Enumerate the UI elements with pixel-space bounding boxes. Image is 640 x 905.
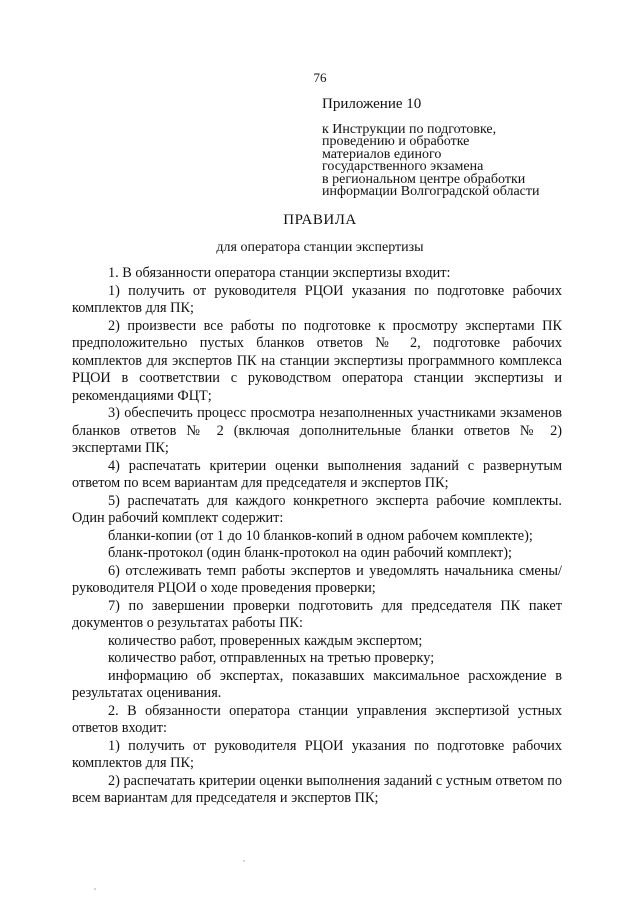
document-body — [72, 265, 562, 808]
appendix-line: информации Волгоградской области — [322, 184, 540, 200]
list-item: 7) по завершении проверки подготовить для председателя ПК пакет документов о результатах работы ПК: — [72, 597, 562, 631]
document-title: ПРАВИЛА — [283, 212, 357, 228]
appendix-title: Приложение 10 — [322, 96, 422, 112]
appendix-subtitle — [322, 124, 562, 198]
document-subtitle: для оператора станции экспертизы — [216, 240, 424, 255]
list-item: 1) получить от руководителя РЦОИ указания по подготовке рабочих комплектов для ПК; — [72, 737, 562, 771]
list-item: 2) распечатать критерии оценки выполнения заданий с устным ответом по всем вариантам для председателя и экспертов ПК; — [72, 772, 563, 806]
sub-list-item: бланки-копии (от 1 до 10 бланков-копий в одном рабочем комплекте); — [108, 527, 533, 544]
page-number: 76 — [313, 70, 327, 85]
appendix-line: в региональном центре обработки — [322, 171, 526, 187]
scan-speck — [243, 860, 245, 862]
appendix-line: материалов единого — [322, 146, 442, 162]
section-heading: 2. В обязанности оператора станции управления экспертизой устных ответов входит: — [72, 702, 562, 736]
list-item: 2) произвести все работы по подготовке к просмотру экспертами ПК предположительно пустых бланков ответов № 2, подготовке рабочих комплектов для экспертов ПК на станции экспертизы программного комплекса РЦОИ в соответствии с руководством оператора станции экспертизы и рекомендациями ФЦТ; — [72, 317, 562, 404]
sub-list-item: информацию об экспертах, показавших максимальное расхождение в результатах оценивания. — [72, 667, 562, 701]
list-item: 1) получить от руководителя РЦОИ указания по подготовке рабочих комплектов для ПК; — [72, 282, 562, 316]
list-item: 3) обеспечить процесс просмотра незаполненных участниками экзаменов бланков ответов № 2 (включая дополнительные бланки ответов № 2) экспертами ПК; — [72, 405, 562, 456]
list-item: 6) отслеживать темп работы экспертов и уведомлять начальника смены/руководителя РЦОИ о ходе проведения проверки; — [72, 562, 562, 596]
appendix-line: государственного экзамена — [322, 159, 484, 175]
section-heading: 1. В обязанности оператора станции экспертизы входит: — [108, 265, 451, 281]
scan-speck — [94, 888, 96, 890]
sub-list-item: бланк-протокол (один бланк-протокол на один рабочий комплект); — [108, 545, 512, 561]
sub-list-item: количество работ, отправленных на третью проверку; — [108, 650, 435, 666]
list-item: 5) распечатать для каждого конкретного эксперта рабочие комплекты. Один рабочий комплект содержит: — [72, 492, 562, 526]
sub-list-item: количество работ, проверенных каждым экспертом; — [108, 632, 423, 649]
appendix-line: проведению и обработке — [322, 134, 470, 150]
appendix-line: к Инструкции по подготовке, — [322, 122, 497, 137]
list-item: 4) распечатать критерии оценки выполнения заданий с развернутым ответом по всем вариантам для председателя и экспертов ПК; — [72, 457, 562, 491]
